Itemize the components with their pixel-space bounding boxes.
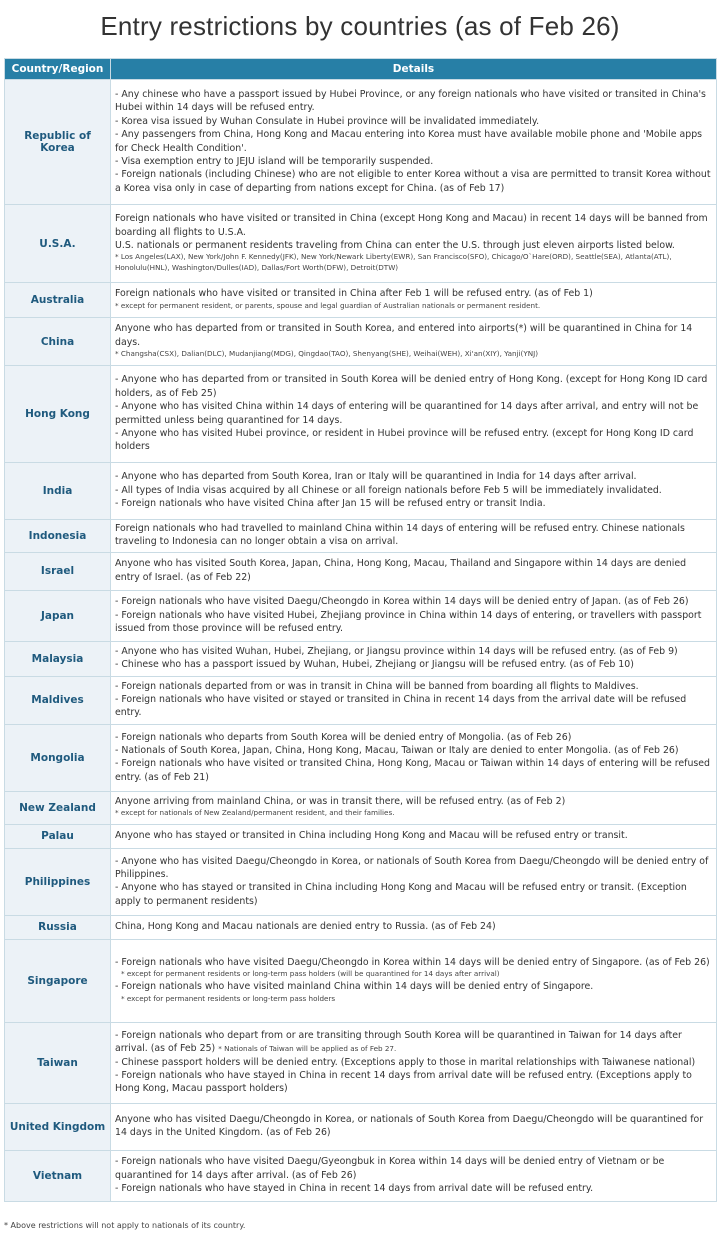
detail-text: - Foreign nationals (including Chinese) who are not eligible to enter Korea without a visa are permitted to transit Korea without a Korea visa only in case of departing from nations except for China. (as of Feb 17) bbox=[115, 169, 711, 194]
table-row bbox=[5, 80, 717, 205]
detail-text: * except for permanent residents or long-term pass holders bbox=[121, 993, 336, 1003]
table-header-row bbox=[5, 59, 717, 80]
detail-text: - Korea visa issued by Wuhan Consulate in Hubei province will be invalidated immediately. bbox=[115, 115, 540, 127]
table-row bbox=[5, 590, 717, 641]
table-row bbox=[5, 283, 717, 318]
details-cell bbox=[111, 1150, 717, 1201]
detail-text: - Anyone who has departed from South Korea, Iran or Italy will be quarantined in India for 14 days after arrival. bbox=[115, 471, 637, 483]
detail-line bbox=[115, 1029, 713, 1056]
detail-text: - Anyone who has visited Daegu/Cheongdo in Korea, or nationals of South Korea from Daegu/Cheongdo will be denied entry of Philippines. bbox=[115, 855, 709, 880]
detail-text: - Anyone who has visited China within 14 days of entering will be quarantined for 14 days after arrival, and entry will not be permitted unless being quarantined for 14 days. bbox=[115, 401, 699, 426]
country-cell: China bbox=[5, 318, 111, 366]
detail-line bbox=[115, 1056, 713, 1069]
detail-inline-note: * Nationals of Taiwan will be applied as of Feb 27. bbox=[218, 1044, 397, 1054]
detail-line bbox=[115, 239, 713, 252]
details-cell bbox=[111, 848, 717, 915]
detail-text: - Foreign nationals who have visited or transited China, Hong Kong, Macau or Taiwan within 14 days of entering will be refused entry. (as of Feb 21) bbox=[115, 758, 710, 783]
detail-line bbox=[115, 980, 713, 993]
detail-line bbox=[115, 645, 713, 658]
country-cell: Taiwan bbox=[5, 1022, 111, 1103]
country-cell: Israel bbox=[5, 552, 111, 590]
detail-line bbox=[115, 484, 713, 497]
detail-text: * Changsha(CSX), Dalian(DLC), Mudanjiang(MDG), Qingdao(TAO), Shenyang(SHE), Weihai(WEH), Xi'an(XIY), Yanji(YNJ) bbox=[115, 348, 539, 358]
table-row bbox=[5, 366, 717, 463]
detail-note bbox=[115, 808, 713, 819]
detail-note bbox=[115, 349, 713, 360]
detail-line bbox=[115, 595, 713, 608]
details-cell bbox=[111, 824, 717, 848]
column-header-country: Country/Region bbox=[5, 59, 111, 80]
country-cell: Maldives bbox=[5, 676, 111, 724]
detail-line bbox=[115, 693, 713, 720]
table-row bbox=[5, 1150, 717, 1201]
detail-text: - Foreign nationals who have visited Hubei, Zhejiang province in China within 14 days of entering, or travellers with passport issued from those province will be refused entry. bbox=[115, 609, 702, 634]
detail-line bbox=[115, 757, 713, 784]
table-row bbox=[5, 915, 717, 939]
page-title: Entry restrictions by countries (as of Feb 26) bbox=[100, 10, 620, 41]
detail-line bbox=[115, 155, 713, 168]
detail-line bbox=[115, 1155, 713, 1182]
table-row bbox=[5, 520, 717, 553]
detail-text: - Foreign nationals who have visited mainland China within 14 days will be denied entry of Singapore. bbox=[115, 981, 594, 993]
detail-text: - Foreign nationals who have visited Daegu/Cheongdo in Korea within 14 days will be denied entry of Singapore. (as of Feb 26) bbox=[115, 957, 710, 969]
footnote: * Above restrictions will not apply to nationals of its country. bbox=[4, 1221, 246, 1230]
details-cell bbox=[111, 520, 717, 553]
details-cell bbox=[111, 205, 717, 283]
detail-line bbox=[115, 731, 713, 744]
detail-text: - Foreign nationals departed from or was in transit in China will be banned from boarding all flights to Maldives. bbox=[115, 680, 639, 692]
detail-line bbox=[115, 287, 713, 300]
country-cell: Palau bbox=[5, 824, 111, 848]
detail-line bbox=[115, 658, 713, 671]
detail-text: U.S. nationals or permanent residents traveling from China can enter the U.S. through just eleven airports listed below. bbox=[115, 239, 675, 251]
detail-line bbox=[115, 855, 713, 882]
detail-line bbox=[115, 115, 713, 128]
table-row bbox=[5, 676, 717, 724]
detail-text: - Foreign nationals who have stayed in China in recent 14 days from arrival date will be refused entry. bbox=[115, 1182, 594, 1194]
detail-text: - Foreign nationals who have stayed in China in recent 14 days from arrival date will be refused entry. (Exceptions apply to Hong Kong, Macau passport holders) bbox=[115, 1069, 692, 1095]
country-cell: United Kingdom bbox=[5, 1103, 111, 1150]
table-row bbox=[5, 318, 717, 366]
detail-text: * except for permanent residents or long-term pass holders (will be quarantined for 14 days after arrival) bbox=[121, 969, 500, 979]
detail-text: Anyone who has visited South Korea, Japan, China, Hong Kong, Macau, Thailand and Singapore within 14 days are denied entry of Israel. (as of Feb 22) bbox=[115, 558, 687, 583]
detail-text: - Foreign nationals who have visited China after Jan 15 will be refused entry or transit India. bbox=[115, 498, 546, 510]
detail-line bbox=[115, 322, 713, 349]
detail-text: - Any passengers from China, Hong Kong and Macau entering into Korea must have available mobile phone and 'Mobile apps for Check Health Condition'. bbox=[115, 129, 703, 154]
details-cell bbox=[111, 791, 717, 824]
detail-line bbox=[115, 609, 713, 636]
detail-text: - Chinese passport holders will be denied entry. (Exceptions apply to those in marital relationships with Taiwanese national) bbox=[115, 1056, 696, 1068]
detail-line bbox=[115, 497, 713, 510]
details-cell bbox=[111, 1103, 717, 1150]
detail-line bbox=[115, 212, 713, 239]
country-cell: U.S.A. bbox=[5, 205, 111, 283]
country-cell: Singapore bbox=[5, 939, 111, 1022]
details-cell bbox=[111, 939, 717, 1022]
detail-note bbox=[115, 252, 713, 274]
detail-line bbox=[115, 744, 713, 757]
details-cell bbox=[111, 724, 717, 791]
details-cell bbox=[111, 590, 717, 641]
detail-line bbox=[115, 1069, 713, 1096]
detail-line bbox=[115, 1113, 713, 1140]
detail-text: - Anyone who has visited Hubei province, or resident in Hubei province will be refused entry. (except for Hong Kong ID card holders bbox=[115, 427, 694, 453]
table-row bbox=[5, 1022, 717, 1103]
detail-line bbox=[115, 400, 713, 427]
table-row bbox=[5, 724, 717, 791]
details-cell bbox=[111, 366, 717, 463]
detail-line bbox=[115, 920, 713, 933]
country-cell: Philippines bbox=[5, 848, 111, 915]
country-cell: Japan bbox=[5, 590, 111, 641]
detail-text: - Nationals of South Korea, Japan, China, Hong Kong, Macau, Taiwan or Italy are denied to enter Mongolia. (as of Feb 26) bbox=[115, 744, 679, 756]
detail-text: - All types of India visas acquired by all Chinese or all foreign nationals before Feb 5 will be immediately invalidated. bbox=[115, 484, 662, 496]
detail-text: * except for permanent resident, or parents, spouse and legal guardian of Australian nationals or permanent resident. bbox=[115, 300, 541, 310]
detail-note bbox=[115, 994, 713, 1005]
details-cell bbox=[111, 915, 717, 939]
details-cell bbox=[111, 676, 717, 724]
country-cell: Republic of Korea bbox=[5, 80, 111, 205]
detail-text: Anyone who has stayed or transited in China including Hong Kong and Macau will be refused entry or transit. bbox=[115, 830, 628, 842]
country-cell: Indonesia bbox=[5, 520, 111, 553]
country-cell: Russia bbox=[5, 915, 111, 939]
details-cell bbox=[111, 283, 717, 318]
country-cell: New Zealand bbox=[5, 791, 111, 824]
details-cell bbox=[111, 1022, 717, 1103]
country-cell: Vietnam bbox=[5, 1150, 111, 1201]
detail-line bbox=[115, 1182, 713, 1195]
detail-line bbox=[115, 829, 713, 842]
detail-line bbox=[115, 956, 713, 969]
detail-line bbox=[115, 373, 713, 400]
table-row bbox=[5, 848, 717, 915]
detail-line bbox=[115, 557, 713, 584]
country-cell: Malaysia bbox=[5, 641, 111, 676]
detail-text: Anyone who has visited Daegu/Cheongdo in Korea, or nationals of South Korea from Daegu/Cheongdo will be quarantined for 14 days in the United Kingdom. (as of Feb 26) bbox=[115, 1113, 704, 1139]
detail-text: - Anyone who has departed from or transited in South Korea will be denied entry of Hong Kong. (except for Hong Kong ID card holders, as of Feb 25) bbox=[115, 374, 708, 399]
detail-text: Foreign nationals who have visited or transited in China after Feb 1 will be refused entry. (as of Feb 1) bbox=[115, 288, 593, 300]
detail-text: - Any chinese who have a passport issued by Hubei Province, or any foreign nationals who have visited or transited in China's Hubei within 14 days will be refused entry. bbox=[115, 89, 706, 114]
country-cell: India bbox=[5, 463, 111, 520]
detail-text: - Foreign nationals who have visited Daegu/Gyeongbuk in Korea within 14 days will be denied entry of Vietnam or be quarantined for 14 days after arrival. (as of Feb 26) bbox=[115, 1156, 665, 1181]
details-cell bbox=[111, 552, 717, 590]
detail-line bbox=[115, 881, 713, 908]
detail-line bbox=[115, 88, 713, 115]
table-row bbox=[5, 641, 717, 676]
table-row bbox=[5, 205, 717, 283]
detail-text: Foreign nationals who have visited or transited in China (except Hong Kong and Macau) in recent 14 days will be banned from boarding all flights to U.S.A. bbox=[115, 213, 708, 238]
table-row bbox=[5, 791, 717, 824]
table-row bbox=[5, 1103, 717, 1150]
detail-text: Anyone who has departed from or transited in South Korea, and entered into airports(*) will be quarantined in China for 14 days. bbox=[115, 323, 693, 348]
detail-line bbox=[115, 795, 713, 808]
column-header-details: Details bbox=[111, 59, 717, 80]
country-cell: Mongolia bbox=[5, 724, 111, 791]
detail-text: - Foreign nationals who departs from South Korea will be denied entry of Mongolia. (as of Feb 26) bbox=[115, 731, 572, 743]
detail-line bbox=[115, 522, 713, 549]
table-row bbox=[5, 939, 717, 1022]
details-cell bbox=[111, 463, 717, 520]
detail-line bbox=[115, 128, 713, 155]
detail-text: - Foreign nationals who depart from or are transiting through South Korea will be quarantined in Taiwan for 14 days after arrival. (as of Feb 25) bbox=[115, 1029, 682, 1055]
detail-text: - Visa exemption entry to JEJU island will be temporarily suspended. bbox=[115, 155, 434, 167]
detail-note bbox=[115, 969, 713, 980]
table-row bbox=[5, 824, 717, 848]
detail-text: * Los Angeles(LAX), New York/John F. Kennedy(JFK), New York/Newark Liberty(EWR), San Francisco(SFO), Chicago/O`Hare(ORD), Seattle(SEA), Atlanta(ATL), Honolulu(HNL), Washington/Dulles(IAD), Dallas/Fort Worth(DFW), Detroit(DTW) bbox=[115, 252, 672, 273]
detail-text: * except for nationals of New Zealand/permanent resident, and their families. bbox=[115, 808, 395, 818]
table-row bbox=[5, 463, 717, 520]
detail-line bbox=[115, 168, 713, 195]
country-cell: Hong Kong bbox=[5, 366, 111, 463]
detail-line bbox=[115, 470, 713, 483]
detail-text: - Chinese who has a passport issued by Wuhan, Hubei, Zhejiang or Jiangsu will be refused entry. (as of Feb 10) bbox=[115, 659, 634, 671]
details-cell bbox=[111, 641, 717, 676]
detail-text: - Foreign nationals who have visited Daegu/Cheongdo in Korea within 14 days will be denied entry of Japan. (as of Feb 26) bbox=[115, 596, 689, 608]
detail-line bbox=[115, 680, 713, 693]
detail-text: Anyone arriving from mainland China, or was in transit there, will be refused entry. (as of Feb 2) bbox=[115, 796, 566, 808]
detail-text: - Foreign nationals who have visited or stayed or transited in China in recent 14 days from the arrival date will be refused entry. bbox=[115, 694, 687, 719]
detail-line bbox=[115, 427, 713, 454]
details-cell bbox=[111, 80, 717, 205]
detail-note bbox=[115, 301, 713, 312]
detail-text: Foreign nationals who had travelled to mainland China within 14 days of entering will be refused entry. Chinese nationals traveling to Indonesia can no longer obtain a visa on arrival. bbox=[115, 523, 685, 548]
table-row bbox=[5, 552, 717, 590]
detail-text: - Anyone who has visited Wuhan, Hubei, Zhejiang, or Jiangsu province within 14 days will be refused entry. (as of Feb 9) bbox=[115, 645, 678, 657]
detail-text: - Anyone who has stayed or transited in China including Hong Kong and Macau will be refused entry or transit. (Exception apply to permanent residents) bbox=[115, 882, 687, 907]
country-cell: Australia bbox=[5, 283, 111, 318]
detail-text: China, Hong Kong and Macau nationals are denied entry to Russia. (as of Feb 24) bbox=[115, 921, 496, 933]
details-cell bbox=[111, 318, 717, 366]
restrictions-table bbox=[4, 58, 717, 1202]
